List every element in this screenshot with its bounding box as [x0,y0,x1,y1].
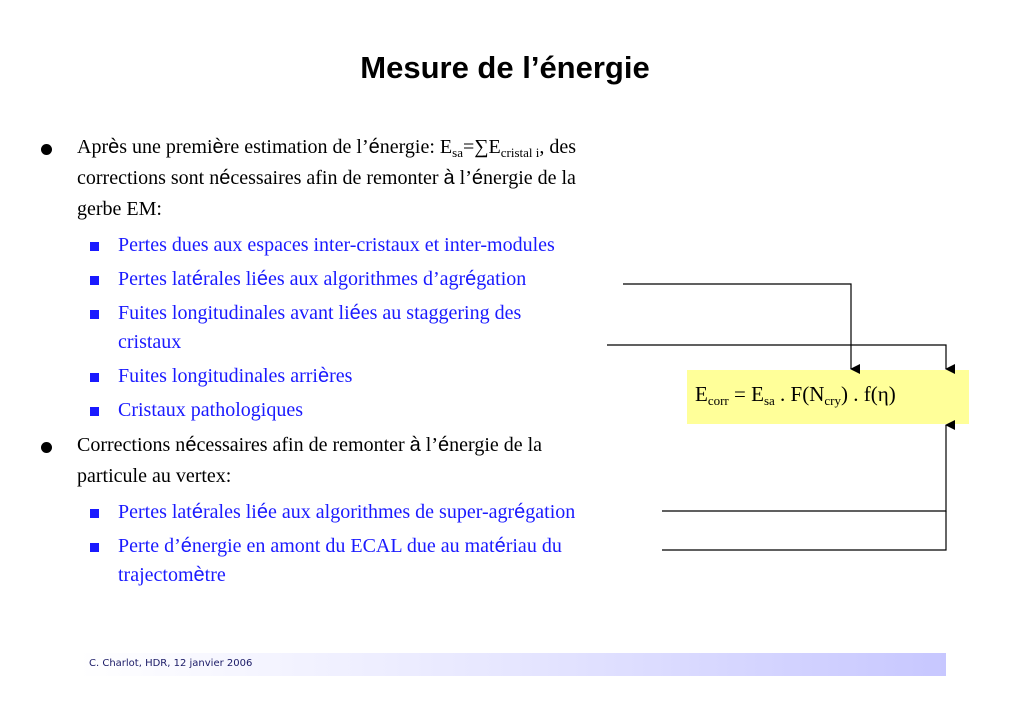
text: corrections sont n [77,167,220,189]
text: E [695,382,708,406]
text: nergie de la [449,434,543,456]
text: es aux algorithmes d’agr [268,268,466,290]
text: ) . f(η) [840,382,896,406]
slide-title: Mesure de l’énergie [360,50,650,85]
text: riau du [505,535,562,557]
subscript: sa [452,145,463,160]
text: é [368,136,380,158]
text: è [108,136,120,158]
text: gation [476,268,527,290]
text: à [409,434,421,456]
text: é [349,302,361,324]
text: tre [204,564,226,586]
text: l’ [454,167,472,189]
text: Pertes lat [118,268,192,290]
text: Fuites longitudinales arri [118,365,318,387]
text: e aux algorithmes de super-agr [268,501,515,523]
text: é [494,535,506,557]
text: re estimation de l’ [223,136,369,158]
text: res [329,365,353,387]
sub-bullet-3-line-2: cristaux [118,331,182,353]
text: é [256,501,268,523]
text: gation [525,501,576,523]
text: s une premi [119,136,213,158]
text: rales li [203,268,257,290]
text: é [185,434,197,456]
text: nergie de la [483,167,576,189]
text: é [438,434,450,456]
text: Perte d’ [118,535,181,557]
text: è [193,564,205,586]
footer-bar [79,653,946,676]
text: rales li [203,501,257,523]
arrow-material [662,511,946,550]
footer-text: C. Charlot, HDR, 12 janvier 2006 [89,658,253,669]
text: é [191,501,203,523]
text: nergie en amont du ECAL due au mat [191,535,495,557]
text: Cristaux pathologiques [118,399,303,421]
text: Corrections n [77,434,186,456]
text: trajectom [118,564,194,586]
bullet-2-line-2: particule au vertex: [77,465,232,487]
text: =∑E [462,136,501,158]
text: Pertes lat [118,501,192,523]
text: é [219,167,231,189]
arrow-lateral-losses [623,284,851,369]
subscript: cristal i [500,145,540,160]
text: è [317,365,330,387]
text: cessaires afin de remonter [196,434,410,456]
subscript: corr [707,393,729,408]
text: è [212,136,224,158]
text: cessaires afin de remonter [230,167,444,189]
subscript: cry [824,393,841,408]
arrow-super-aggregation [662,425,946,511]
text: l’ [420,434,439,456]
text: é [191,268,203,290]
text: é [514,501,526,523]
text: , des [539,136,577,158]
text: Pertes dues aux espaces inter-cristaux et inter-modules [118,234,555,256]
text: es au staggering des [360,302,522,324]
text: à [443,167,455,189]
text: é [256,268,268,290]
text: Fuites longitudinales avant li [118,302,350,324]
bullet-1-line-3: gerbe EM: [77,198,162,220]
arrow-longitudinal-losses [607,345,946,369]
text: Apr [77,136,109,158]
text: nergie: E [379,136,453,158]
text: é [180,535,192,557]
text: = E [728,382,764,406]
subscript: sa [763,393,775,408]
text: . F(N [774,382,825,406]
text: é [471,167,484,189]
text: é [465,268,477,290]
